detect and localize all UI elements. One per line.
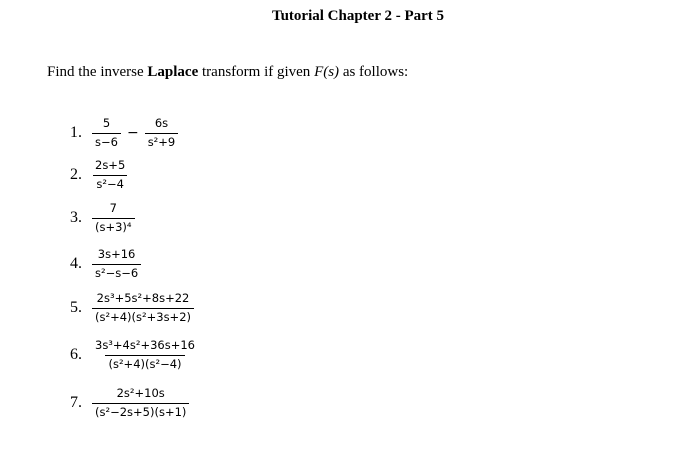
problem-2	[70, 160, 128, 190]
numerator: 3s³+4s²+36s+16	[95, 338, 196, 352]
denominator: s²−s−6	[92, 264, 141, 280]
numerator: 2s²+10s	[116, 386, 165, 400]
problem-number: 7.	[70, 394, 82, 411]
numerator: 2s+5	[95, 158, 126, 172]
numerator: 6s	[154, 116, 169, 130]
fraction	[92, 249, 141, 279]
denominator: (s+3)⁴	[92, 218, 135, 234]
instructions-text-middle: transform if given	[198, 64, 315, 80]
fraction	[92, 293, 194, 323]
fraction	[92, 118, 121, 148]
fraction	[145, 118, 179, 148]
problem-number: 2.	[70, 166, 82, 183]
problem-4	[70, 249, 141, 279]
instructions-function: F(s)	[314, 64, 340, 80]
denominator: s−6	[92, 133, 121, 149]
problem-1	[70, 118, 178, 148]
fraction	[92, 160, 128, 190]
denominator: s²+9	[145, 133, 179, 149]
numerator: 5	[102, 116, 111, 130]
fraction	[92, 203, 135, 233]
problem-number: 3.	[70, 209, 82, 226]
denominator: (s²+4)(s²−4)	[105, 355, 184, 371]
numerator: 7	[109, 201, 117, 215]
problem-6	[70, 340, 198, 370]
instructions	[47, 64, 408, 81]
problem-5	[70, 293, 194, 323]
denominator: s²−4	[93, 175, 127, 191]
fraction	[92, 340, 198, 370]
numerator: 3s+16	[97, 247, 136, 261]
instructions-keyword: Laplace	[147, 64, 199, 80]
instructions-text-start: Find the inverse	[47, 64, 148, 80]
minus-operator: −	[126, 125, 139, 141]
denominator: (s²−2s+5)(s+1)	[92, 403, 189, 419]
problem-number: 6.	[70, 346, 82, 363]
problem-7	[70, 388, 189, 418]
fraction	[92, 388, 189, 418]
problem-number: 4.	[70, 255, 82, 272]
problem-number: 5.	[70, 299, 82, 316]
numerator: 2s³+5s²+8s+22	[96, 291, 190, 305]
problem-3	[70, 203, 135, 233]
instructions-text-end: as follows:	[339, 64, 409, 80]
denominator: (s²+4)(s²+3s+2)	[92, 308, 194, 324]
page-title: Tutorial Chapter 2 - Part 5	[271, 8, 445, 24]
problem-number: 1.	[70, 124, 82, 141]
